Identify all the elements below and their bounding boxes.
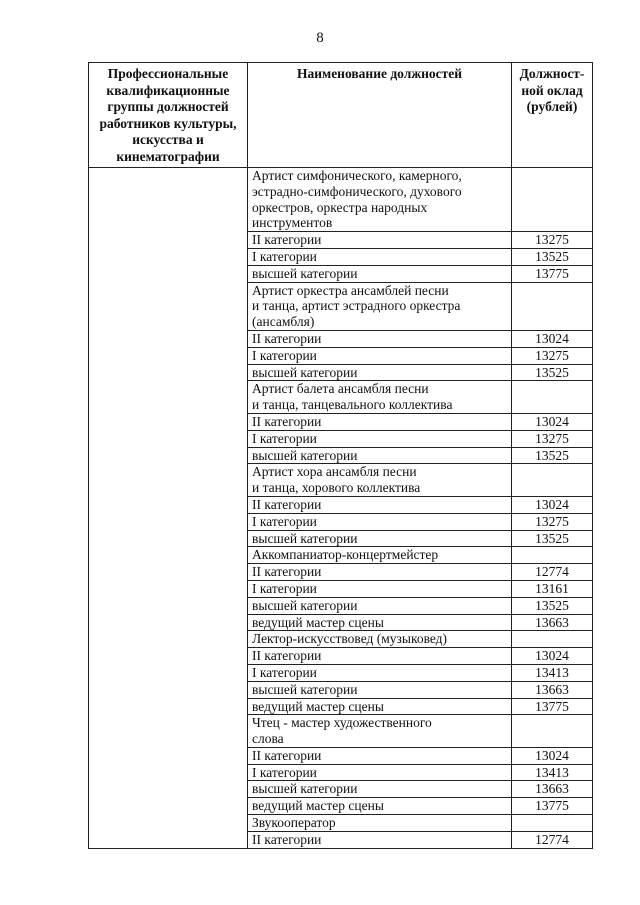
- position-cell: II категории: [248, 330, 512, 347]
- position-cell: Звукооператор: [248, 815, 512, 832]
- salary-cell: 13775: [512, 265, 593, 282]
- position-cell: высшей категории: [248, 781, 512, 798]
- position-cell: Артист балета ансамбля песни и танца, танцевального коллектива: [248, 381, 512, 414]
- position-cell: I категории: [248, 580, 512, 597]
- salary-cell: 13413: [512, 664, 593, 681]
- position-cell: II категории: [248, 648, 512, 665]
- position-cell: I категории: [248, 347, 512, 364]
- table-body: [89, 168, 593, 849]
- position-cell: I категории: [248, 430, 512, 447]
- position-cell: II категории: [248, 232, 512, 249]
- salary-cell: 13161: [512, 580, 593, 597]
- position-cell: ведущий мастер сцены: [248, 614, 512, 631]
- position-cell: высшей категории: [248, 597, 512, 614]
- position-cell: Артист оркестра ансамблей песни и танца, артист эстрадного оркестра (ансамбля): [248, 282, 512, 330]
- position-cell: высшей категории: [248, 364, 512, 381]
- salary-cell: 13663: [512, 681, 593, 698]
- salary-table: [88, 62, 593, 849]
- salary-cell: [512, 715, 593, 748]
- position-cell: ведущий мастер сцены: [248, 798, 512, 815]
- position-cell: I категории: [248, 513, 512, 530]
- salary-cell: 13024: [512, 330, 593, 347]
- salary-cell: [512, 464, 593, 497]
- salary-cell: 13024: [512, 648, 593, 665]
- salary-cell: [512, 282, 593, 330]
- position-cell: высшей категории: [248, 681, 512, 698]
- salary-cell: 13024: [512, 413, 593, 430]
- position-cell: Чтец - мастер художественного слова: [248, 715, 512, 748]
- position-cell: высшей категории: [248, 447, 512, 464]
- position-cell: II категории: [248, 564, 512, 581]
- salary-cell: 13024: [512, 747, 593, 764]
- position-cell: Лектор-искусствовед (музыковед): [248, 631, 512, 648]
- position-cell: высшей категории: [248, 530, 512, 547]
- salary-cell: [512, 547, 593, 564]
- page-number: 8: [316, 30, 324, 46]
- salary-cell: 13525: [512, 530, 593, 547]
- position-cell: I категории: [248, 664, 512, 681]
- header-professional-group: Профессиональные квалификационные группы должностей работников культуры, искусства и кинематографии: [89, 63, 248, 168]
- salary-cell: 13663: [512, 781, 593, 798]
- salary-cell: 13275: [512, 232, 593, 249]
- salary-cell: 13663: [512, 614, 593, 631]
- salary-cell: 13275: [512, 513, 593, 530]
- position-cell: II категории: [248, 831, 512, 848]
- salary-cell: [512, 631, 593, 648]
- position-cell: Артист симфонического, камерного, эстрадно-симфонического, духового оркестров, оркестра народных инструментов: [248, 168, 512, 232]
- salary-cell: 13024: [512, 496, 593, 513]
- table-row: [89, 168, 593, 232]
- header-salary: Должност-ной оклад (рублей): [512, 63, 593, 168]
- salary-cell: 13775: [512, 798, 593, 815]
- salary-cell: 13525: [512, 248, 593, 265]
- salary-cell: 13275: [512, 347, 593, 364]
- salary-cell: 12774: [512, 831, 593, 848]
- salary-cell: 12774: [512, 564, 593, 581]
- salary-cell: 13275: [512, 430, 593, 447]
- position-cell: I категории: [248, 764, 512, 781]
- salary-cell: 13525: [512, 364, 593, 381]
- salary-cell: 13525: [512, 597, 593, 614]
- salary-cell: 13775: [512, 698, 593, 715]
- position-cell: высшей категории: [248, 265, 512, 282]
- salary-cell: 13525: [512, 447, 593, 464]
- salary-cell: [512, 815, 593, 832]
- table-header-row: [89, 63, 593, 168]
- position-cell: II категории: [248, 747, 512, 764]
- professional-group-cell: [89, 168, 248, 849]
- salary-cell: [512, 168, 593, 232]
- salary-cell: 13413: [512, 764, 593, 781]
- position-cell: II категории: [248, 496, 512, 513]
- position-cell: Артист хора ансамбля песни и танца, хорового коллектива: [248, 464, 512, 497]
- position-cell: ведущий мастер сцены: [248, 698, 512, 715]
- position-cell: Аккомпаниатор-концертмейстер: [248, 547, 512, 564]
- salary-cell: [512, 381, 593, 414]
- header-position-name: Наименование должностей: [248, 63, 512, 168]
- position-cell: I категории: [248, 248, 512, 265]
- position-cell: II категории: [248, 413, 512, 430]
